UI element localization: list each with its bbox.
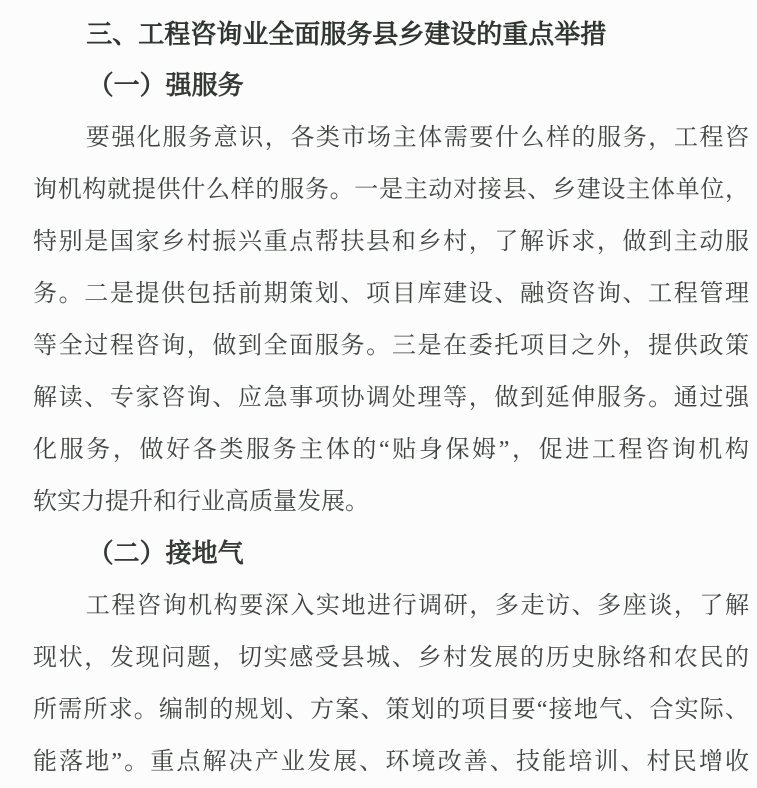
- text-line: 工程咨询机构要深入实地进行调研，多走访、多座谈，了解: [85, 593, 749, 619]
- text-line: 现状，发现问题，切实感受县城、乡村发展的历史脉络和农民的: [33, 645, 749, 671]
- section-2-title: （二）接地气: [87, 539, 244, 568]
- text-line: 等全过程咨询，做到全面服务。三是在委托项目之外，提供政策: [33, 333, 749, 359]
- text-line: 能落地”。重点解决产业发展、环境改善、技能培训、村民增收: [33, 749, 749, 775]
- text-line: 询机构就提供什么样的服务。一是主动对接县、乡建设主体单位，: [33, 177, 749, 203]
- text-line: 要强化服务意识，各类市场主体需要什么样的服务，工程咨: [85, 125, 749, 151]
- text-line: 软实力提升和行业高质量发展。: [33, 489, 369, 515]
- text-line: 解读、专家咨询、应急事项协调处理等，做到延伸服务。通过强: [33, 385, 749, 411]
- text-line: 化服务，做好各类服务主体的“贴身保姆”，促进工程咨询机构: [33, 437, 749, 463]
- text-line: 务。二是提供包括前期策划、项目库建设、融资咨询、工程管理: [33, 281, 749, 307]
- section-1-title: （一）强服务: [87, 71, 244, 100]
- text-line: 特别是国家乡村振兴重点帮扶县和乡村，了解诉求，做到主动服: [33, 229, 749, 255]
- document-heading: 三、工程咨询业全面服务县乡建设的重点举措: [86, 19, 607, 49]
- text-line: 所需所求。编制的规划、方案、策划的项目要“接地气、合实际、: [33, 697, 749, 723]
